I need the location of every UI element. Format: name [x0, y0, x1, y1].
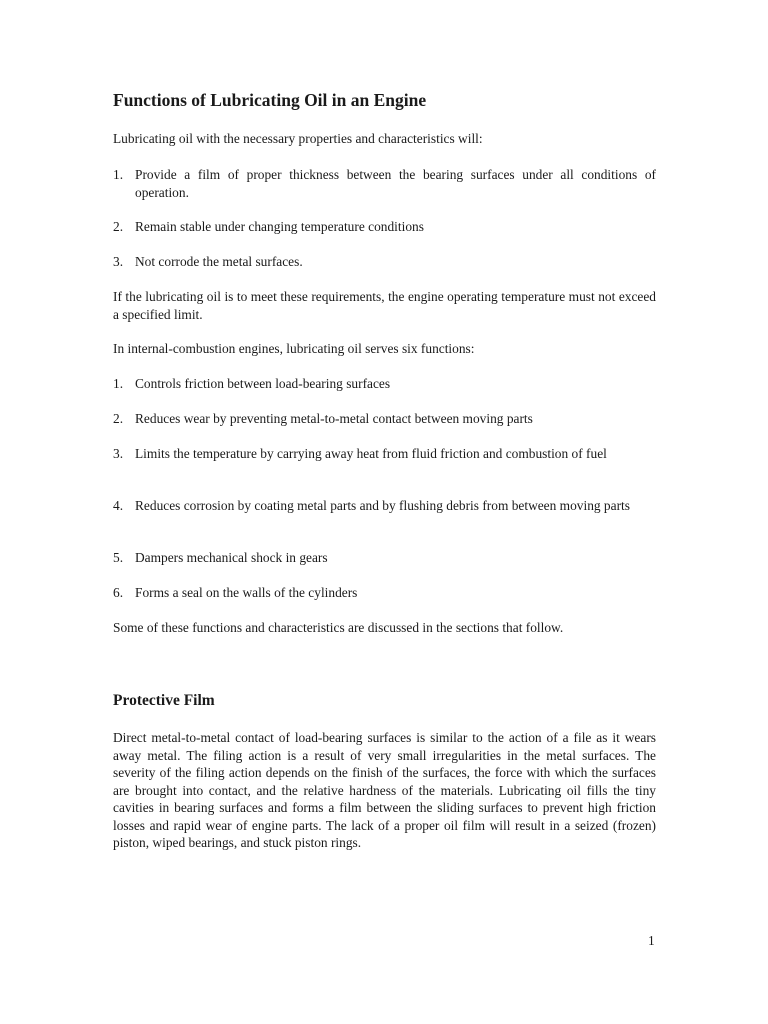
list-number: 3. — [113, 446, 124, 461]
list-number: 6. — [113, 585, 124, 600]
list-text: Limits the temperature by carrying away heat from fluid friction and combustion of fuel — [135, 446, 607, 461]
list-item — [113, 166, 656, 201]
list-text: Not corrode the metal surfaces. — [135, 254, 303, 269]
section-heading: Protective Film — [113, 692, 215, 709]
list-number: 4. — [113, 498, 124, 513]
list-item — [113, 253, 656, 271]
list-text: Controls friction between load-bearing surfaces — [135, 376, 391, 391]
list-item — [113, 410, 656, 428]
list-text: Reduces corrosion by coating metal parts and by flushing debris from between moving parts — [135, 498, 630, 513]
list-number: 1. — [113, 167, 124, 182]
list-number: 2. — [113, 219, 124, 234]
follow-paragraph: Some of these functions and characteristics are discussed in the sections that follow. — [113, 620, 564, 635]
list-text: Remain stable under changing temperature conditions — [135, 219, 424, 234]
list-item — [113, 549, 656, 567]
intro-paragraph: Lubricating oil with the necessary properties and characteristics will: — [113, 131, 483, 146]
list-text: Reduces wear by preventing metal-to-metal contact between moving parts — [135, 411, 533, 426]
requirements-paragraph: If the lubricating oil is to meet these requirements, the engine operating temperature must not exceed a specified limit. — [113, 289, 656, 322]
list-text: Forms a seal on the walls of the cylinders — [135, 585, 358, 600]
list-number: 5. — [113, 550, 124, 565]
list-number: 3. — [113, 254, 124, 269]
list-number: 1. — [113, 376, 124, 391]
list-text: Dampers mechanical shock in gears — [135, 550, 328, 565]
protective-film-paragraph: Direct metal-to-metal contact of load-bearing surfaces is similar to the action of a file as it wears away metal. The filing action is a result of very small irregularities in the metal surfaces. The severity of the filing action depends on the finish of the surfaces, the force with which the surfaces are brought into contact, and the relative hardness of the materials. Lubricating oil fills the tiny cavities in bearing surfaces and forms a film between the sliding surfaces to prevent high friction losses and rapid wear of engine parts. The lack of a proper oil film will result in a seized (frozen) piston, wiped bearings, and stuck piston rings. — [113, 730, 656, 850]
list-item — [113, 375, 656, 393]
list-item — [113, 584, 656, 602]
list-item — [113, 445, 656, 463]
list-item — [113, 497, 656, 515]
functions-intro-paragraph: In internal-combustion engines, lubricating oil serves six functions: — [113, 341, 475, 356]
page-number: 1 — [648, 933, 655, 948]
list-item — [113, 218, 656, 236]
page-title: Functions of Lubricating Oil in an Engine — [113, 90, 427, 110]
list-number: 2. — [113, 411, 124, 426]
list-text: Provide a film of proper thickness between the bearing surfaces under all conditions of operation. — [135, 167, 656, 200]
